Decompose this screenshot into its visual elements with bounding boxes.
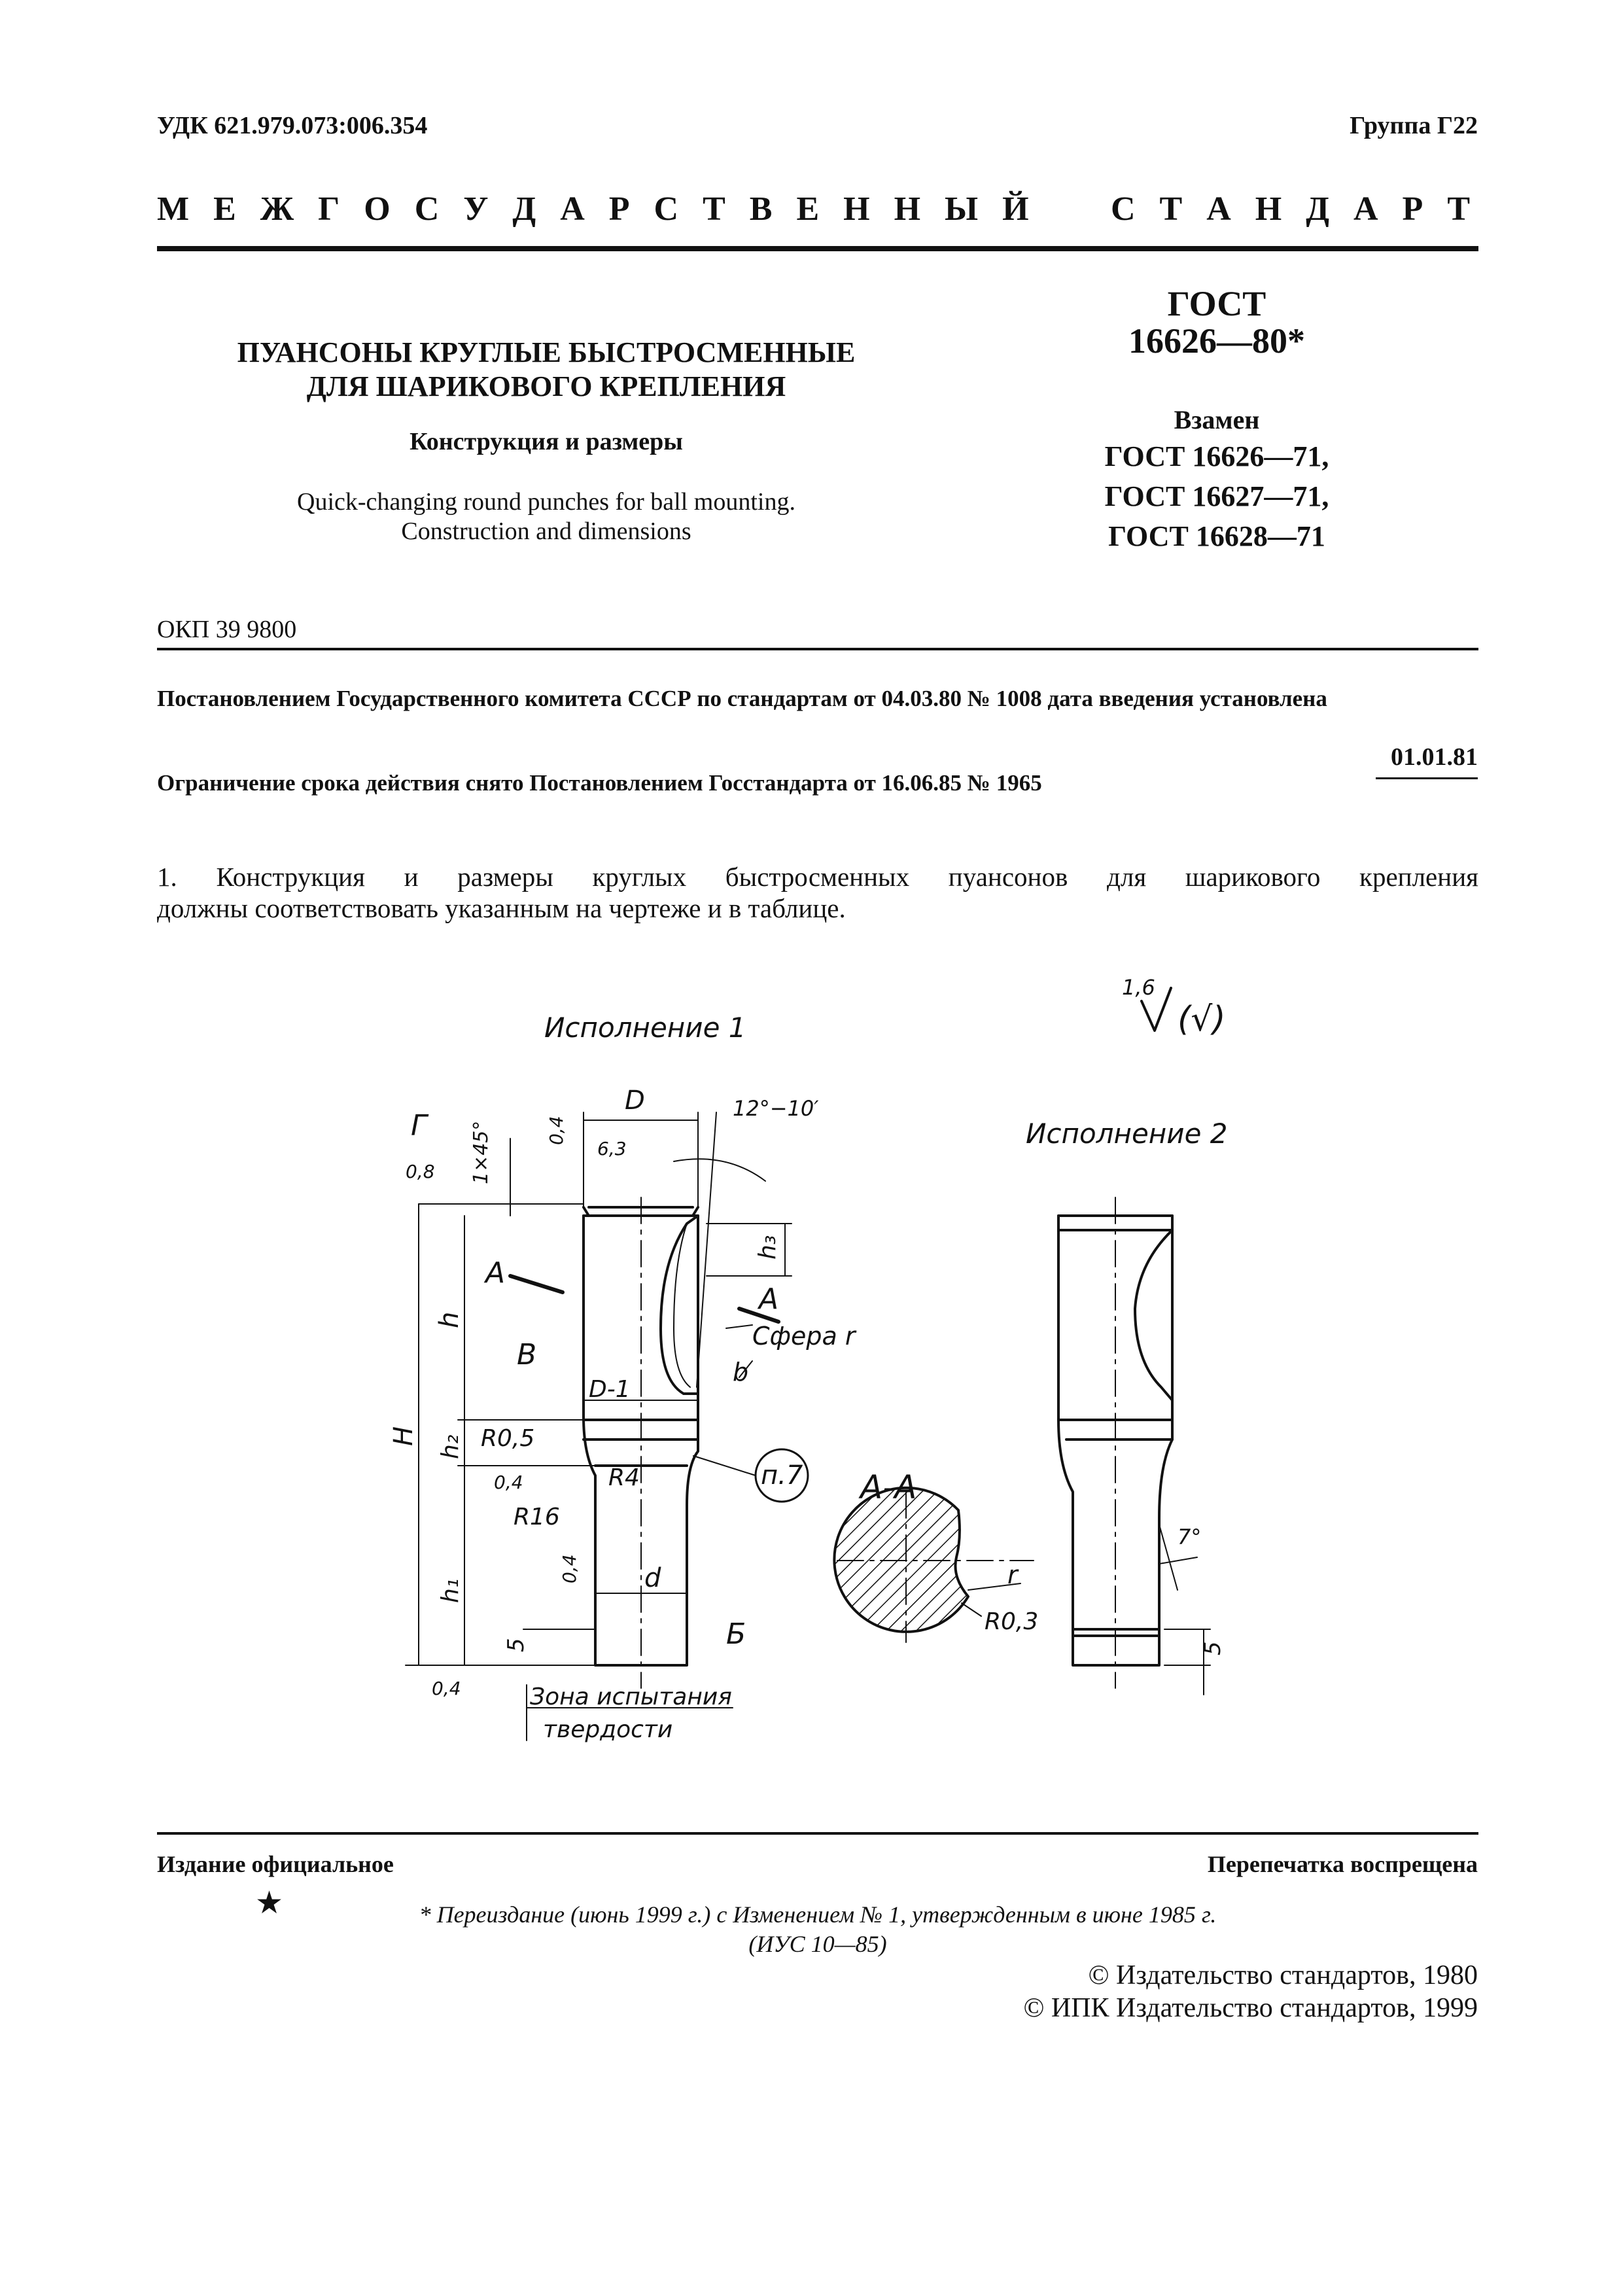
drawing-label: D xyxy=(625,1086,645,1116)
gost-label: ГОСТ xyxy=(1167,284,1266,323)
drawing-label: твердости xyxy=(543,1716,673,1743)
drawing-label: 0,8 xyxy=(406,1161,435,1182)
title-english-2: Construction and dimensions xyxy=(401,518,691,545)
drawing-label: 7° xyxy=(1178,1525,1202,1549)
copyright-1980: © Издательство стандартов, 1980 xyxy=(1088,1960,1478,1990)
drawing-label: А xyxy=(485,1256,506,1290)
drawing-label: H xyxy=(389,1426,419,1446)
drawing-label: 5 xyxy=(1200,1641,1226,1655)
copyright-1999: © ИПК Издательство стандартов, 1999 xyxy=(1023,1993,1478,2023)
official-edition: Издание официальное xyxy=(157,1851,394,1877)
star-icon: ★ xyxy=(255,1886,284,1920)
drawing-label: R0,3 xyxy=(985,1608,1039,1635)
ius-note: (ИУС 10—85) xyxy=(748,1931,887,1957)
decree-limit: Ограничение срока действия снято Постановлением Госстандарта от 16.06.85 № 1965 xyxy=(157,770,1042,796)
drawing-label: В xyxy=(517,1338,537,1371)
reissue-note: * Переиздание (июнь 1999 г.) с Изменением № 1, утвержденным в июне 1985 г. xyxy=(419,1901,1217,1928)
drawing-label: h₁ xyxy=(437,1578,464,1603)
drawing-label: b xyxy=(733,1358,749,1386)
drawing-label: п.7 xyxy=(761,1460,803,1491)
drawing-label: Б xyxy=(726,1617,746,1651)
drawing-label: d xyxy=(644,1563,661,1593)
title-line-1: ПУАНСОНЫ КРУГЛЫЕ БЫСТРОСМЕННЫЕ xyxy=(237,336,856,368)
replaces-gost-1: ГОСТ 16626—71, xyxy=(1104,440,1329,472)
drawing-label: R0,5 xyxy=(481,1425,535,1452)
drawing-label: r xyxy=(1007,1561,1018,1589)
drawing-label: D-1 xyxy=(589,1376,631,1403)
paragraph-1-line-2: должны соответствовать указанным на чертеже и в таблице. xyxy=(157,893,846,923)
roughness-paren: (√) xyxy=(1178,1000,1226,1039)
drawing-label: 0,4 xyxy=(559,1554,580,1583)
footer-rule xyxy=(157,1832,1478,1835)
section-aa xyxy=(834,1488,968,1632)
group-code: Группа Г22 xyxy=(1350,112,1478,139)
title-english-1: Quick-changing round punches for ball mounting. xyxy=(297,488,795,516)
decree-text: Постановлением Государственного комитета СССР по стандартам от 04.03.80 № 1008 дата введения установлена xyxy=(157,686,1327,711)
drawing-label: 0,4 xyxy=(432,1678,461,1699)
drawing-label: h₂ xyxy=(437,1434,464,1459)
roughness-value: 1,6 xyxy=(1122,975,1155,1000)
drawing-label: h xyxy=(434,1311,464,1328)
decree-date: 01.01.81 xyxy=(1391,743,1478,771)
banner-interstate: М Е Ж Г О С У Д А Р С Т В Е Н Н Ы Й xyxy=(157,190,1037,228)
replaces-label: Взамен xyxy=(1174,405,1260,434)
drawing-label: Сфера r xyxy=(752,1322,856,1351)
variant-1-label: Исполнение 1 xyxy=(544,1012,746,1044)
drawing-label: 6,3 xyxy=(597,1138,627,1159)
title-line-2: ДЛЯ ШАРИКОВОГО КРЕПЛЕНИЯ xyxy=(306,370,786,402)
gost-number: 16626—80* xyxy=(1128,321,1305,361)
replaces-gost-3: ГОСТ 16628—71 xyxy=(1108,520,1325,552)
drawing-label: Зона испытания xyxy=(530,1684,732,1710)
drawing-label: А xyxy=(759,1282,779,1316)
drawing-label: R16 xyxy=(514,1504,560,1530)
replaces-gost-2: ГОСТ 16627—71, xyxy=(1104,480,1329,512)
udk-code: УДК 621.979.073:006.354 xyxy=(157,112,428,139)
reprint-prohibited: Перепечатка воспрещена xyxy=(1207,1851,1478,1877)
paragraph-1-line-1: 1. Конструкция и размеры круглых быстросменных пуансонов для шарикового крепления xyxy=(157,862,1478,892)
drawing-label: 5 xyxy=(503,1638,529,1652)
banner-standard: С Т А Н Д А Р Т xyxy=(1110,190,1478,228)
drawing-label: 0,4 xyxy=(546,1116,567,1145)
variant-2-label: Исполнение 2 xyxy=(1026,1118,1228,1150)
drawing-label: 0,4 xyxy=(494,1472,523,1493)
drawing-label: R4 xyxy=(608,1464,640,1491)
drawing-label: 1×45° xyxy=(470,1120,493,1184)
drawing-label: h₃ xyxy=(754,1235,781,1260)
drawing-label: Г xyxy=(411,1109,427,1142)
okp-code: ОКП 39 9800 xyxy=(157,616,297,643)
title-subtitle: Конструкция и размеры xyxy=(410,428,683,455)
drawing-label: 12°−10′ xyxy=(733,1096,819,1121)
section-label: А-А xyxy=(860,1468,917,1506)
